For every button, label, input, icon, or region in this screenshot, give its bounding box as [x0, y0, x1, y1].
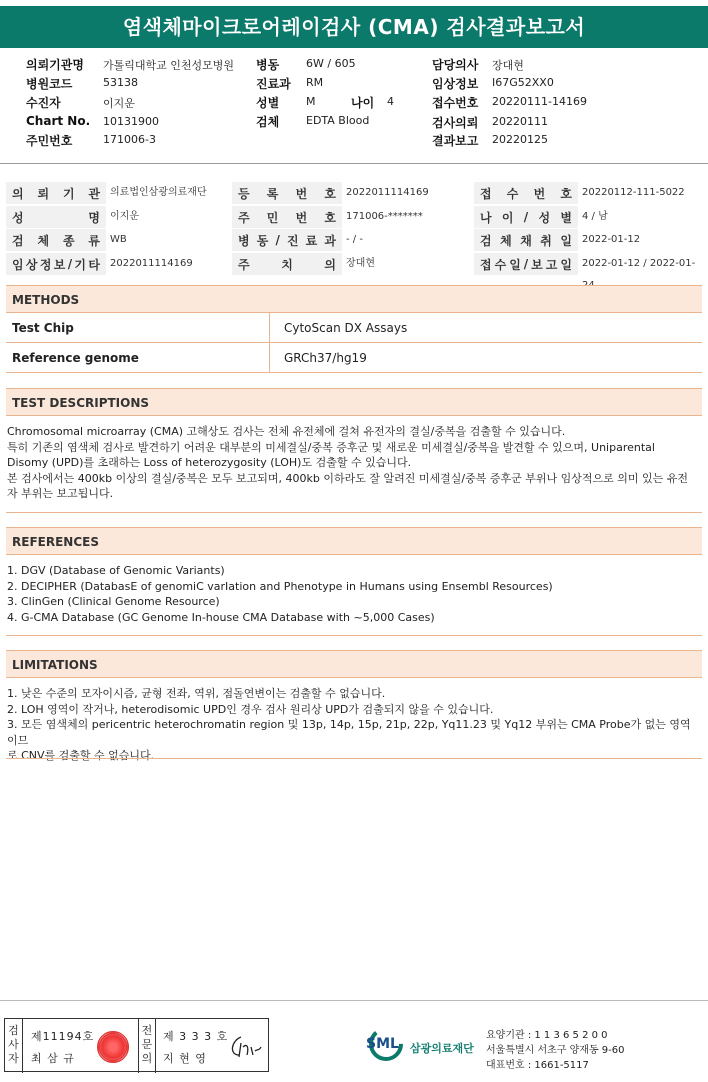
- patient-key: 의 뢰 기 관: [6, 182, 106, 204]
- receipt-value: 20220111-14169: [492, 95, 587, 108]
- methods-row: [6, 313, 702, 343]
- doctor-label: 담당의사: [432, 58, 479, 72]
- specimen-label: 검체: [256, 115, 280, 129]
- text-line: Chromosomal microarray (CMA) 고해상도 검사는 전체 유전체에 걸쳐 유전자의 결실/중복을 검출할 수 있습니다.: [7, 425, 566, 438]
- patient-value: 171006-*******: [346, 211, 423, 222]
- report-footer: [0, 1016, 708, 1076]
- methods-heading: METHODS: [6, 285, 702, 313]
- limitations-heading: LIMITATIONS: [6, 650, 702, 678]
- institution-value: 가톨릭대학교 인천성모병원: [103, 59, 235, 72]
- patient-key: 성 명: [6, 206, 106, 228]
- dept-value: RM: [306, 76, 324, 89]
- chart-label: Chart No.: [26, 114, 91, 128]
- institution-label: 의뢰기관명: [26, 58, 84, 72]
- patient-key: 접 수 번 호: [474, 182, 578, 204]
- patient-value: 장대현: [346, 258, 375, 269]
- logo-text: SML: [366, 1036, 399, 1052]
- patient-key: 등 록 번 호: [232, 182, 342, 204]
- patient-key: 병 동 / 진 료 과: [232, 229, 342, 251]
- patient-key: 주 민 번 호: [232, 206, 342, 228]
- text-line: 4. G-CMA Database (GC Genome In-house CMA Database with ~5,000 Cases): [7, 610, 435, 624]
- patient-value: 이지운: [110, 211, 139, 222]
- references-text: [7, 563, 701, 625]
- methods-value: CytoScan DX Assays: [284, 321, 408, 335]
- hospital-code-value: 53138: [103, 76, 138, 89]
- methods-value: GRCh37/hg19: [284, 351, 367, 365]
- text-line: 3. ClinGen (Clinical Genome Resource): [7, 595, 220, 608]
- sex-value: M: [306, 95, 316, 108]
- patient-row: [6, 253, 702, 275]
- doctor-value: 장대현: [492, 59, 524, 72]
- report-value: 20220125: [492, 133, 548, 146]
- text-line: 본 검사에서는 400kb 이상의 결실/중복은 모두 보고되며, 400kb 이하라도 잘 알려진 미세결실/중복 증후군 부위나 임상적으로 의미 있는 유전: [7, 471, 688, 485]
- ward-value: 6W / 605: [306, 57, 356, 70]
- age-label: 나이: [351, 96, 375, 110]
- patient-value: 2022-01-12 / 2022-01-: [582, 258, 696, 269]
- text-line: 3. 모든 염색체의 pericentric heterochromatin region 및 13p, 14p, 15p, 21p, 22p, Yq11.23 및 Yq12 부위는 CMA Probe가 없는 영역이므: [7, 718, 691, 747]
- patient-key: 접 수 일 / 보 고 일: [474, 253, 578, 275]
- patient-value: 의료법인삼광의료재단: [110, 187, 207, 198]
- patient-key: 임 상 정 보 / 기 타: [6, 253, 106, 275]
- tester-label: 검 사 자: [5, 1019, 23, 1073]
- collector-value: 이지운: [103, 97, 135, 110]
- clinical-value: I67G52XX0: [492, 76, 554, 89]
- report-title: 염색체마이크로어레이검사 (CMA) 검사결과보고서: [0, 6, 708, 48]
- patient-key: 주 치 의: [232, 253, 342, 275]
- specimen-value: EDTA Blood: [306, 114, 370, 127]
- text-line: 1. DGV (Database of Genomic Variants): [7, 564, 225, 577]
- reviewer-license: 제 3 3 3 호: [163, 1030, 229, 1043]
- seal-stamp-icon: [97, 1031, 129, 1063]
- divider: [6, 758, 702, 759]
- patient-key: 검 체 종 류: [6, 229, 106, 251]
- patient-row: [6, 182, 702, 204]
- patient-key: 나 이 / 성 별: [474, 206, 578, 228]
- signature-box: [4, 1018, 269, 1072]
- request-label: 검사의뢰: [432, 116, 479, 130]
- org-name: 삼광의료재단: [410, 1042, 474, 1055]
- text-line: 자 부위는 보고됩니다.: [7, 487, 114, 500]
- hospital-code-label: 병원코드: [26, 77, 73, 91]
- patient-value: 4 / 남: [582, 211, 608, 222]
- patient-value: 2022011114169: [110, 258, 193, 269]
- patient-value: 2022-01-12: [582, 234, 641, 245]
- divider: [6, 512, 702, 513]
- methods-row: [6, 343, 702, 373]
- patient-value: 20220112-111-5022: [582, 187, 685, 198]
- age-value: 4: [387, 95, 394, 108]
- org-code: 요양기관 : 1 1 3 6 5 2 0 0: [486, 1030, 608, 1041]
- test-desc-heading: TEST DESCRIPTIONS: [6, 388, 702, 416]
- text-line: 2. LOH 영역이 작거나, heterodisomic UPD인 경우 검사 원리상 UPD가 검출되지 않을 수 있습니다.: [7, 702, 494, 716]
- clinical-label: 임상정보: [432, 77, 479, 91]
- patient-key: 검 체 채 취 일: [474, 229, 578, 251]
- org-address: 서울특별시 서초구 양재동 9-60: [486, 1045, 625, 1056]
- patient-value: 2022011114169: [346, 187, 429, 198]
- reviewer-name: 지 현 영: [163, 1052, 207, 1065]
- receipt-label: 접수번호: [432, 96, 479, 110]
- text-line: 로 CNV를 검출할 수 없습니다.: [7, 749, 155, 762]
- text-line: Disomy (UPD)를 초래하는 Loss of heterozygosity (LOH)도 검출할 수 있습니다.: [7, 456, 412, 469]
- reviewer-label: 전 문 의: [138, 1019, 156, 1073]
- methods-key: Reference genome: [6, 343, 270, 373]
- sex-label: 성별: [256, 96, 280, 110]
- patient-value: - / -: [346, 234, 363, 245]
- header-divider: [0, 163, 708, 164]
- org-phone: 대표번호 : 1661-5117: [486, 1060, 589, 1071]
- divider: [6, 635, 702, 636]
- tester-name: 최 삼 규: [31, 1052, 75, 1065]
- text-line: 2. DECIPHER (DatabasE of genomiC varIation and Phenotype in Humans using Ensembl Resources): [7, 579, 553, 593]
- patient-row: [6, 206, 702, 228]
- report-label: 결과보고: [432, 134, 479, 148]
- resident-label: 주민번호: [26, 134, 73, 148]
- methods-key: Test Chip: [6, 313, 270, 343]
- footer-divider: [0, 1000, 708, 1001]
- text-line: 특히 기존의 염색체 검사로 발견하기 어려운 대부분의 미세결실/중복 증후군 및 새로운 미세결실/중복을 발견할 수 있으며, Uniparental: [7, 440, 655, 454]
- ward-label: 병동: [256, 58, 280, 72]
- report-header: [0, 52, 708, 156]
- signature-icon: [227, 1033, 263, 1061]
- collector-label: 수진자: [26, 96, 61, 110]
- chart-value: 10131900: [103, 115, 159, 128]
- patient-value: WB: [110, 234, 127, 245]
- dept-label: 진료과: [256, 77, 291, 91]
- patient-row: [6, 229, 702, 251]
- limitations-text: [7, 686, 701, 764]
- text-line: 1. 낮은 수준의 모자이시즘, 균형 전좌, 역위, 점돌연변이는 검출할 수 없습니다.: [7, 687, 386, 700]
- tester-license: 제11194호: [31, 1030, 95, 1043]
- request-value: 20220111: [492, 115, 548, 128]
- test-desc-text: [7, 424, 701, 502]
- resident-value: 171006-3: [103, 133, 156, 146]
- references-heading: REFERENCES: [6, 527, 702, 555]
